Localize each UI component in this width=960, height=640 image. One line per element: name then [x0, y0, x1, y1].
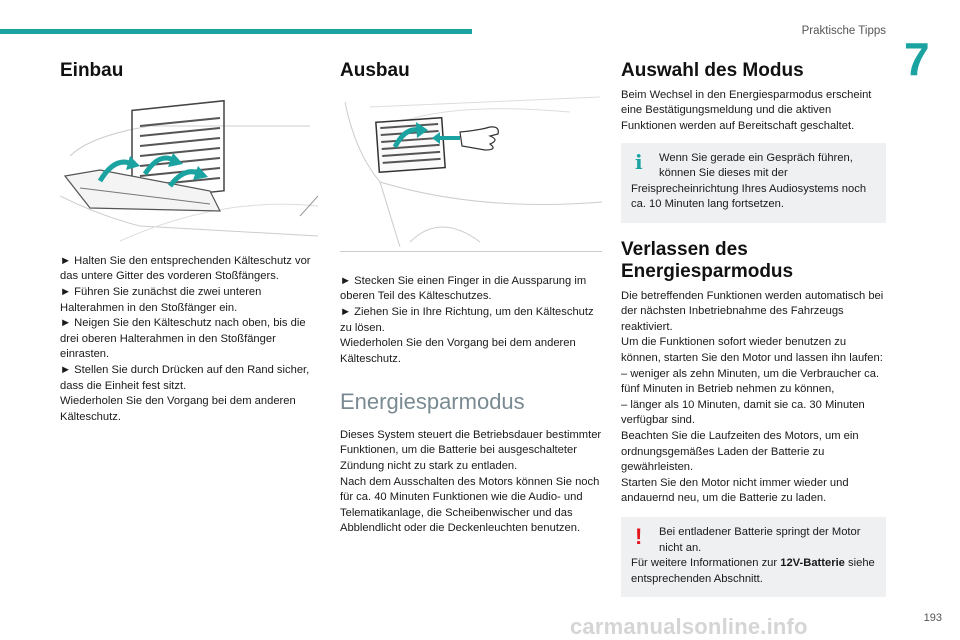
- info-box: [621, 143, 886, 223]
- figure-einbau: [60, 96, 318, 244]
- heading-energiesparmodus: Energiesparmodus: [340, 389, 525, 415]
- warning-box: [621, 517, 886, 597]
- text-ausbau-2: ► Ziehen Sie in Ihre Richtung, um den Kälteschutz zu lösen.: [340, 306, 594, 334]
- grille-cover-removal-illustration: [340, 92, 602, 252]
- info-icon: i: [635, 149, 643, 174]
- text-verlassen-3: – weniger als zehn Minuten, um die Verbraucher ca. fünf Minuten in Betrieb nehmen zu können,: [621, 367, 880, 396]
- figure-ausbau: [340, 92, 602, 252]
- text-einbau-1: ► Halten Sie den entsprechenden Kälteschutz vor das untere Gitter des vorderen Stoßfängers.: [60, 254, 311, 283]
- chapter-number: 7: [904, 33, 930, 85]
- grille-cover-install-illustration: [60, 96, 318, 244]
- text-ausbau-1: ► Stecken Sie einen Finger in die Aussparung im oberen Teil des Kälteschutzes.: [340, 274, 587, 303]
- heading-verlassen: Verlassen des Energiesparmodus: [621, 239, 794, 282]
- info-text-rest: Freisprecheinrichtung Ihres Audiosystems noch ca. 10 Minuten lang fortsetzen.: [631, 182, 867, 211]
- warning-text-bold: 12V-Batterie: [780, 557, 845, 570]
- column-einbau: [60, 56, 322, 425]
- text-verlassen-5: Beachten Sie die Laufzeiten des Motors, um ein ordnungsgemäßes Laden der Batterie zu gewährleisten.: [621, 430, 859, 474]
- warning-text-pre: Für weitere Informationen zur: [631, 557, 781, 570]
- warning-icon: !: [635, 524, 643, 549]
- heading-ausbau: Ausbau: [340, 60, 410, 81]
- warning-text-post: siehe entsprechenden Abschnitt.: [631, 557, 875, 585]
- warning-text-rest: [631, 556, 876, 587]
- text-verlassen-6: Starten Sie den Motor nicht immer wieder und andauernd neu, um die Batterie zu laden.: [621, 476, 849, 505]
- text-energiesparmodus-2: Nach dem Ausschalten des Motors können Sie noch für ca. 40 Minuten Funktionen wie die Audio- und Telematikanlage, die Scheibenwischer und das Abblendlicht oder die Deckenleuchten benutzen.: [340, 475, 600, 535]
- heading-einbau: Einbau: [60, 60, 124, 81]
- heading-auswahl-modus: Auswahl des Modus: [621, 60, 804, 81]
- text-einbau-5: Wiederholen Sie den Vorgang bei dem anderen Kälteschutz.: [60, 395, 296, 423]
- text-verlassen-4: – länger als 10 Minuten, damit sie ca. 30 Minuten verfügbar sind.: [621, 398, 865, 427]
- column-ausbau: [340, 56, 604, 537]
- section-header: Praktische Tipps: [801, 25, 886, 37]
- warning-text-indent: nicht an.: [659, 541, 702, 554]
- header-accent-bar: [0, 29, 472, 34]
- watermark: carmanualsonline.info: [570, 614, 808, 639]
- info-text-indent: können Sie dieses mit der: [659, 167, 788, 180]
- warning-text-first: Bei entladener Batterie springt der Motor: [659, 526, 861, 538]
- column-modus: [621, 56, 886, 597]
- text-einbau-3: ► Neigen Sie den Kälteschutz nach oben, bis die drei oberen Halterahmen in den Stoßfänger einrasten.: [60, 317, 306, 361]
- text-einbau-2: ► Führen Sie zunächst die zwei unteren Halterahmen in den Stoßfänger ein.: [60, 286, 262, 314]
- text-verlassen-2: Um die Funktionen sofort wieder benutzen zu können, starten Sie den Motor und lassen ihn laufen:: [621, 336, 883, 365]
- text-energiesparmodus-1: Dieses System steuert die Betriebsdauer bestimmter Funktionen, um die Batterie bei ausgeschalteter Zündung nicht zu stark zu entladen.: [340, 428, 602, 472]
- text-auswahl-modus: Beim Wechsel in den Energiesparmodus erscheint eine Bestätigungsmeldung und die aktiven Funktionen werden auf Bereitschaft geschaltet.: [621, 88, 872, 133]
- page-number: 193: [923, 612, 942, 624]
- text-ausbau-3: Wiederholen Sie den Vorgang bei dem anderen Kälteschutz.: [340, 337, 576, 365]
- info-text-first: Wenn Sie gerade ein Gespräch führen,: [659, 151, 853, 164]
- text-verlassen-1: Die betreffenden Funktionen werden automatisch bei der nächsten Inbetriebnahme des Fahrzeugs reaktiviert.: [621, 289, 884, 333]
- text-einbau-4: ► Stellen Sie durch Drücken auf den Rand sicher, dass die Einheit fest sitzt.: [60, 364, 310, 392]
